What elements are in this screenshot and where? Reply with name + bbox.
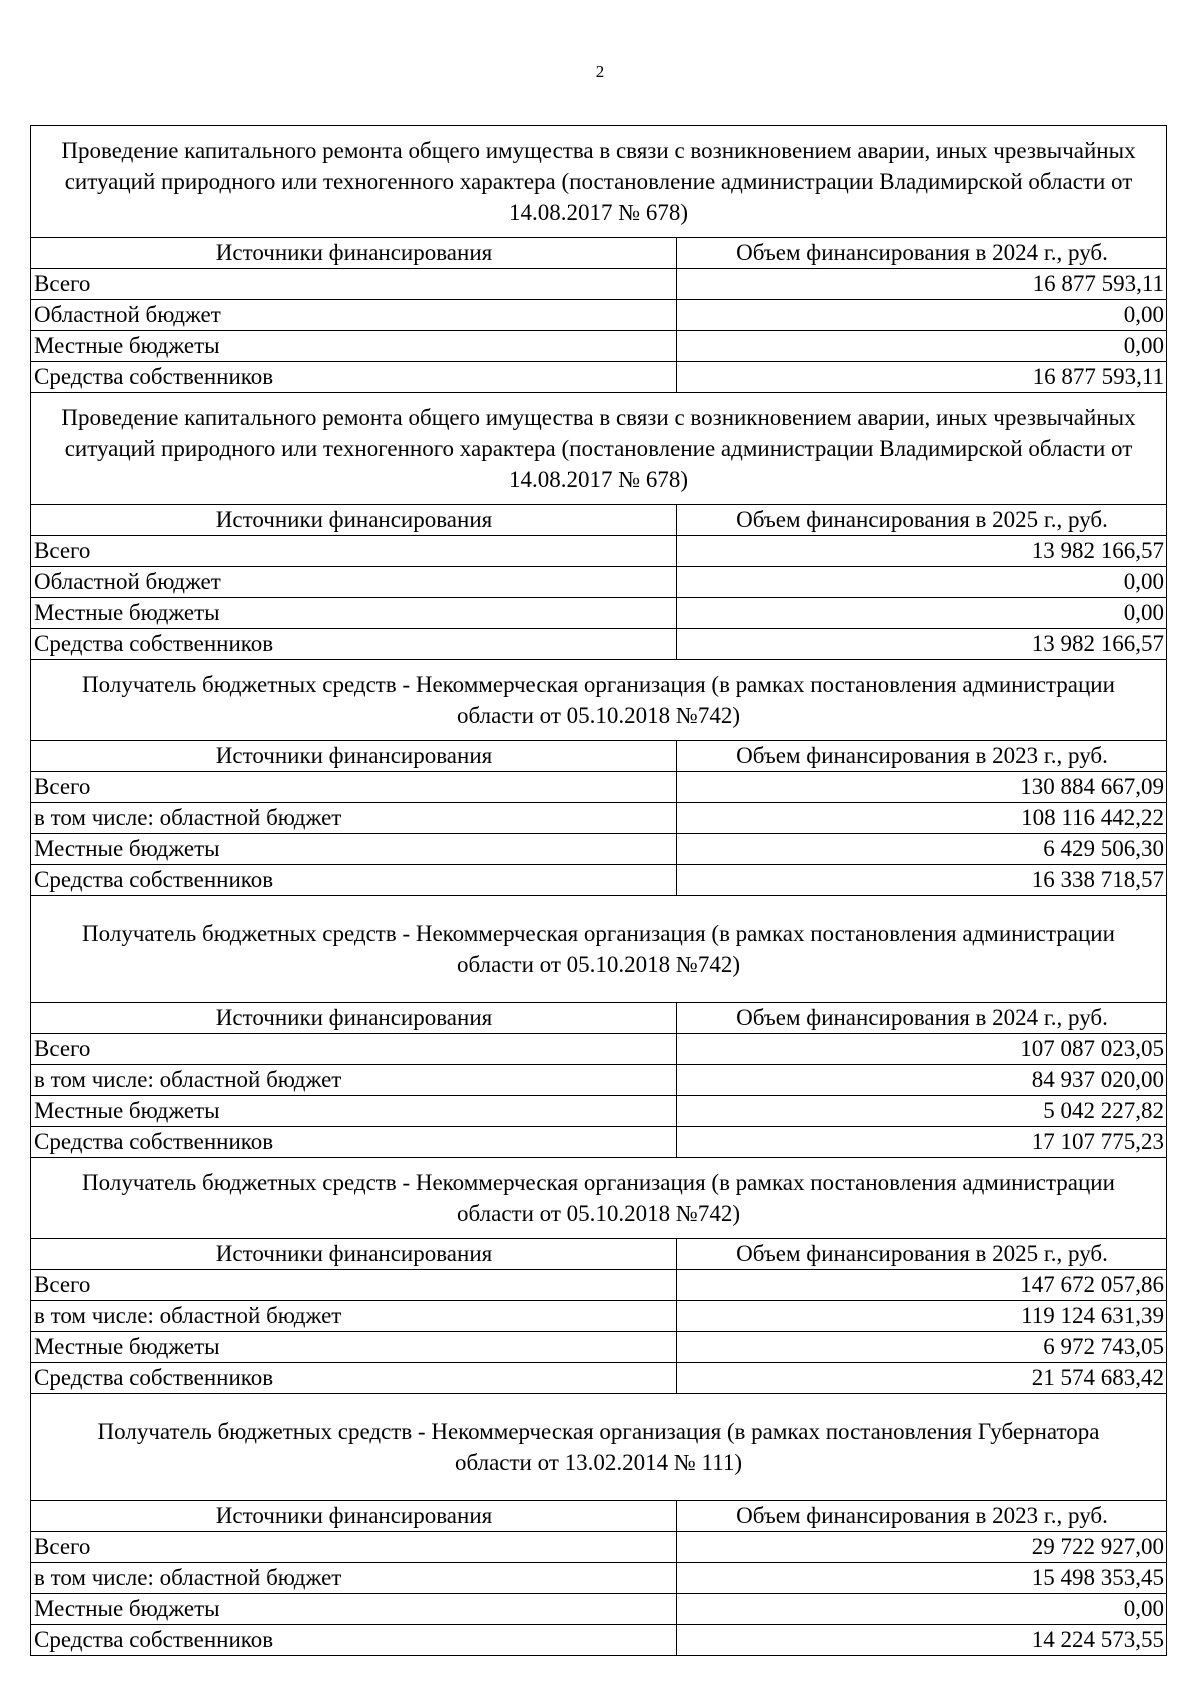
table-row <box>31 1270 1166 1301</box>
row-label: Средства собственников <box>31 629 677 660</box>
table-row <box>31 865 1166 896</box>
block-title: Получатель бюджетных средств - Некоммерческая организация (в рамках постановления администрации области от 05.10.2018 №742) <box>31 1158 1166 1239</box>
row-label: Местные бюджеты <box>31 834 677 865</box>
row-label: Местные бюджеты <box>31 1332 677 1363</box>
row-value: 6 429 506,30 <box>677 834 1167 865</box>
row-value: 107 087 023,05 <box>677 1034 1167 1065</box>
row-value: 0,00 <box>677 1594 1167 1625</box>
row-value: 16 877 593,11 <box>677 269 1167 300</box>
row-label: Местные бюджеты <box>31 1096 677 1127</box>
table-row <box>31 269 1166 300</box>
table-row <box>31 331 1166 362</box>
funding-block <box>31 393 1166 660</box>
table-row <box>31 1594 1166 1625</box>
table-row <box>31 834 1166 865</box>
row-label: Всего <box>31 772 677 803</box>
table-header-row <box>31 238 1166 269</box>
funding-table <box>31 1501 1166 1655</box>
table-row <box>31 1332 1166 1363</box>
header-volume: Объем финансирования в 2025 г., руб. <box>677 505 1167 536</box>
row-label: в том числе: областной бюджет <box>31 803 677 834</box>
funding-table <box>31 1003 1166 1158</box>
table-row <box>31 772 1166 803</box>
row-label: в том числе: областной бюджет <box>31 1301 677 1332</box>
table-row <box>31 1301 1166 1332</box>
row-value: 0,00 <box>677 567 1167 598</box>
row-label: Всего <box>31 269 677 300</box>
block-title: Получатель бюджетных средств - Некоммерческая организация (в рамках постановления Губернатора области от 13.02.2014 № 111) <box>31 1394 1166 1501</box>
row-label: Всего <box>31 1034 677 1065</box>
row-value: 13 982 166,57 <box>677 536 1167 567</box>
row-label: Местные бюджеты <box>31 598 677 629</box>
row-value: 17 107 775,23 <box>677 1127 1167 1158</box>
block-title: Проведение капитального ремонта общего имущества в связи с возникновением аварии, иных чрезвычайных ситуаций природного или техногенного характера (постановление администрации Владимирской области от 14.08.2017 № 678) <box>31 393 1166 505</box>
header-volume: Объем финансирования в 2024 г., руб. <box>677 1003 1167 1034</box>
row-value: 16 877 593,11 <box>677 362 1167 393</box>
row-label: Местные бюджеты <box>31 1594 677 1625</box>
header-volume: Объем финансирования в 2023 г., руб. <box>677 1501 1167 1532</box>
row-label: Всего <box>31 1532 677 1563</box>
row-label: Средства собственников <box>31 1363 677 1394</box>
row-value: 0,00 <box>677 598 1167 629</box>
row-value: 119 124 631,39 <box>677 1301 1167 1332</box>
row-label: в том числе: областной бюджет <box>31 1065 677 1096</box>
row-value: 84 937 020,00 <box>677 1065 1167 1096</box>
header-source: Источники финансирования <box>31 238 677 269</box>
funding-table <box>31 1239 1166 1394</box>
table-header-row <box>31 741 1166 772</box>
row-label: Областной бюджет <box>31 300 677 331</box>
table-header-row <box>31 1501 1166 1532</box>
block-title: Проведение капитального ремонта общего имущества в связи с возникновением аварии, иных чрезвычайных ситуаций природного или техногенного характера (постановление администрации Владимирской области от 14.08.2017 № 678) <box>31 126 1166 238</box>
row-value: 16 338 718,57 <box>677 865 1167 896</box>
row-label: Областной бюджет <box>31 567 677 598</box>
table-row <box>31 536 1166 567</box>
row-label: Средства собственников <box>31 1625 677 1656</box>
row-value: 5 042 227,82 <box>677 1096 1167 1127</box>
table-row <box>31 300 1166 331</box>
row-label: в том числе: областной бюджет <box>31 1563 677 1594</box>
table-row <box>31 1363 1166 1394</box>
row-value: 108 116 442,22 <box>677 803 1167 834</box>
header-source: Источники финансирования <box>31 1239 677 1270</box>
row-label: Всего <box>31 1270 677 1301</box>
header-source: Источники финансирования <box>31 1003 677 1034</box>
table-row <box>31 598 1166 629</box>
header-source: Источники финансирования <box>31 1501 677 1532</box>
table-row <box>31 362 1166 393</box>
row-label: Средства собственников <box>31 362 677 393</box>
page-number: 2 <box>595 62 605 81</box>
table-row <box>31 629 1166 660</box>
funding-table <box>31 238 1166 393</box>
funding-block <box>31 1158 1166 1394</box>
row-value: 15 498 353,45 <box>677 1563 1167 1594</box>
funding-table <box>31 505 1166 660</box>
row-label: Местные бюджеты <box>31 331 677 362</box>
header-volume: Объем финансирования в 2024 г., руб. <box>677 238 1167 269</box>
row-value: 147 672 057,86 <box>677 1270 1167 1301</box>
header-source: Источники финансирования <box>31 741 677 772</box>
table-row <box>31 1127 1166 1158</box>
table-row <box>31 567 1166 598</box>
table-row <box>31 1563 1166 1594</box>
row-value: 14 224 573,55 <box>1031 1627 1164 1652</box>
header-volume: Объем финансирования в 2023 г., руб. <box>677 741 1167 772</box>
table-header-row <box>31 1003 1166 1034</box>
row-label: Средства собственников <box>31 1127 677 1158</box>
row-value: 6 972 743,05 <box>677 1332 1167 1363</box>
row-label: Средства собственников <box>31 865 677 896</box>
funding-block <box>31 896 1166 1158</box>
table-row <box>31 803 1166 834</box>
funding-document <box>30 125 1167 1656</box>
row-value: 29 722 927,00 <box>677 1532 1167 1563</box>
table-row <box>31 1532 1166 1563</box>
header-source: Источники финансирования <box>31 505 677 536</box>
table-row <box>31 1625 1166 1656</box>
table-row <box>31 1096 1166 1127</box>
row-label: Всего <box>31 536 677 567</box>
table-row <box>31 1065 1166 1096</box>
funding-block <box>31 1394 1166 1655</box>
row-value: 13 982 166,57 <box>677 629 1167 660</box>
row-value: 0,00 <box>677 300 1167 331</box>
table-header-row <box>31 505 1166 536</box>
funding-table <box>31 741 1166 896</box>
table-header-row <box>31 1239 1166 1270</box>
row-value: 21 574 683,42 <box>677 1363 1167 1394</box>
row-value: 130 884 667,09 <box>677 772 1167 803</box>
header-volume: Объем финансирования в 2025 г., руб. <box>677 1239 1167 1270</box>
table-row <box>31 1034 1166 1065</box>
funding-block <box>31 126 1166 393</box>
block-title: Получатель бюджетных средств - Некоммерческая организация (в рамках постановления администрации области от 05.10.2018 №742) <box>31 660 1166 741</box>
row-value: 0,00 <box>677 331 1167 362</box>
funding-block <box>31 660 1166 896</box>
block-title: Получатель бюджетных средств - Некоммерческая организация (в рамках постановления администрации области от 05.10.2018 №742) <box>31 896 1166 1003</box>
